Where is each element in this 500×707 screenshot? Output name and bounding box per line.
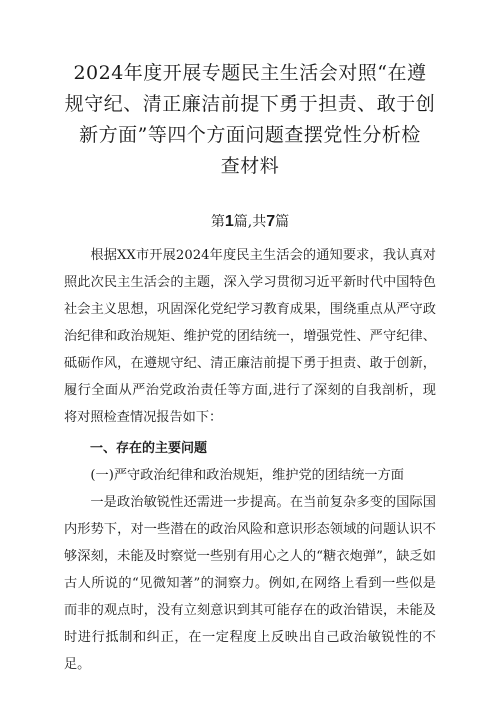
page-counter-total: 7 [266, 213, 276, 230]
page-counter-suffix: 篇 [275, 214, 290, 230]
title-line: 2024年度开展专题民主生活会对照“在遵 [73, 62, 427, 84]
title-line: 规守纪、清正廉洁前提下勇于担责、敢于创 [64, 93, 436, 115]
intro-paragraph: 根据XX市开展2024年度民主生活会的通知要求，我认真对照此次民主生活会的主题，深入学习贯彻习近平新时代中国特色社会主义思想，巩固深化党纪学习教育成果，围绕重点从严守政治纪律和政治规矩、维护党的团结统一，增强党性、严守纪律、砥砺作风，在遵规守纪、清正廉洁前提下勇于担责、敢于创新，履行全面从严治党政治责任等方面,进行了深刻的自我剖析，现将对照检查情况报告如下： [64, 248, 436, 425]
page-counter-middle: 篇,共 [233, 214, 267, 230]
section-heading: 一、存在的主要问题 [90, 441, 208, 456]
point-one-paragraph: 一是政治敏锐性还需进一步提高。在当前复杂多变的国际国内形势下，对一些潜在的政治风险和意识形态领域的问题认识不够深刻，未能及时察觉一些别有用心之人的“糖衣炮弹”，缺乏如古人所说的“见微知著”的洞察力。例如,在网络上看到一些似是而非的观点时，没有立刻意识到其可能存在的政治错误，未能及时进行抵制和纠正，在一定程度上反映出自己政治敏锐性的不足。 [64, 495, 436, 672]
title-line: 新方面”等四个方面问题查摆党性分析检 [79, 124, 421, 146]
page-counter-current: 1 [224, 213, 234, 230]
page-counter [64, 212, 436, 232]
page-counter-prefix: 第 [210, 214, 225, 230]
document-body [64, 242, 436, 678]
subsection-heading: (一)严守政治纪律和政治规矩，维护党的团结统一方面 [90, 468, 404, 483]
title-line: 查材料 [220, 155, 280, 177]
document-title [64, 58, 436, 182]
